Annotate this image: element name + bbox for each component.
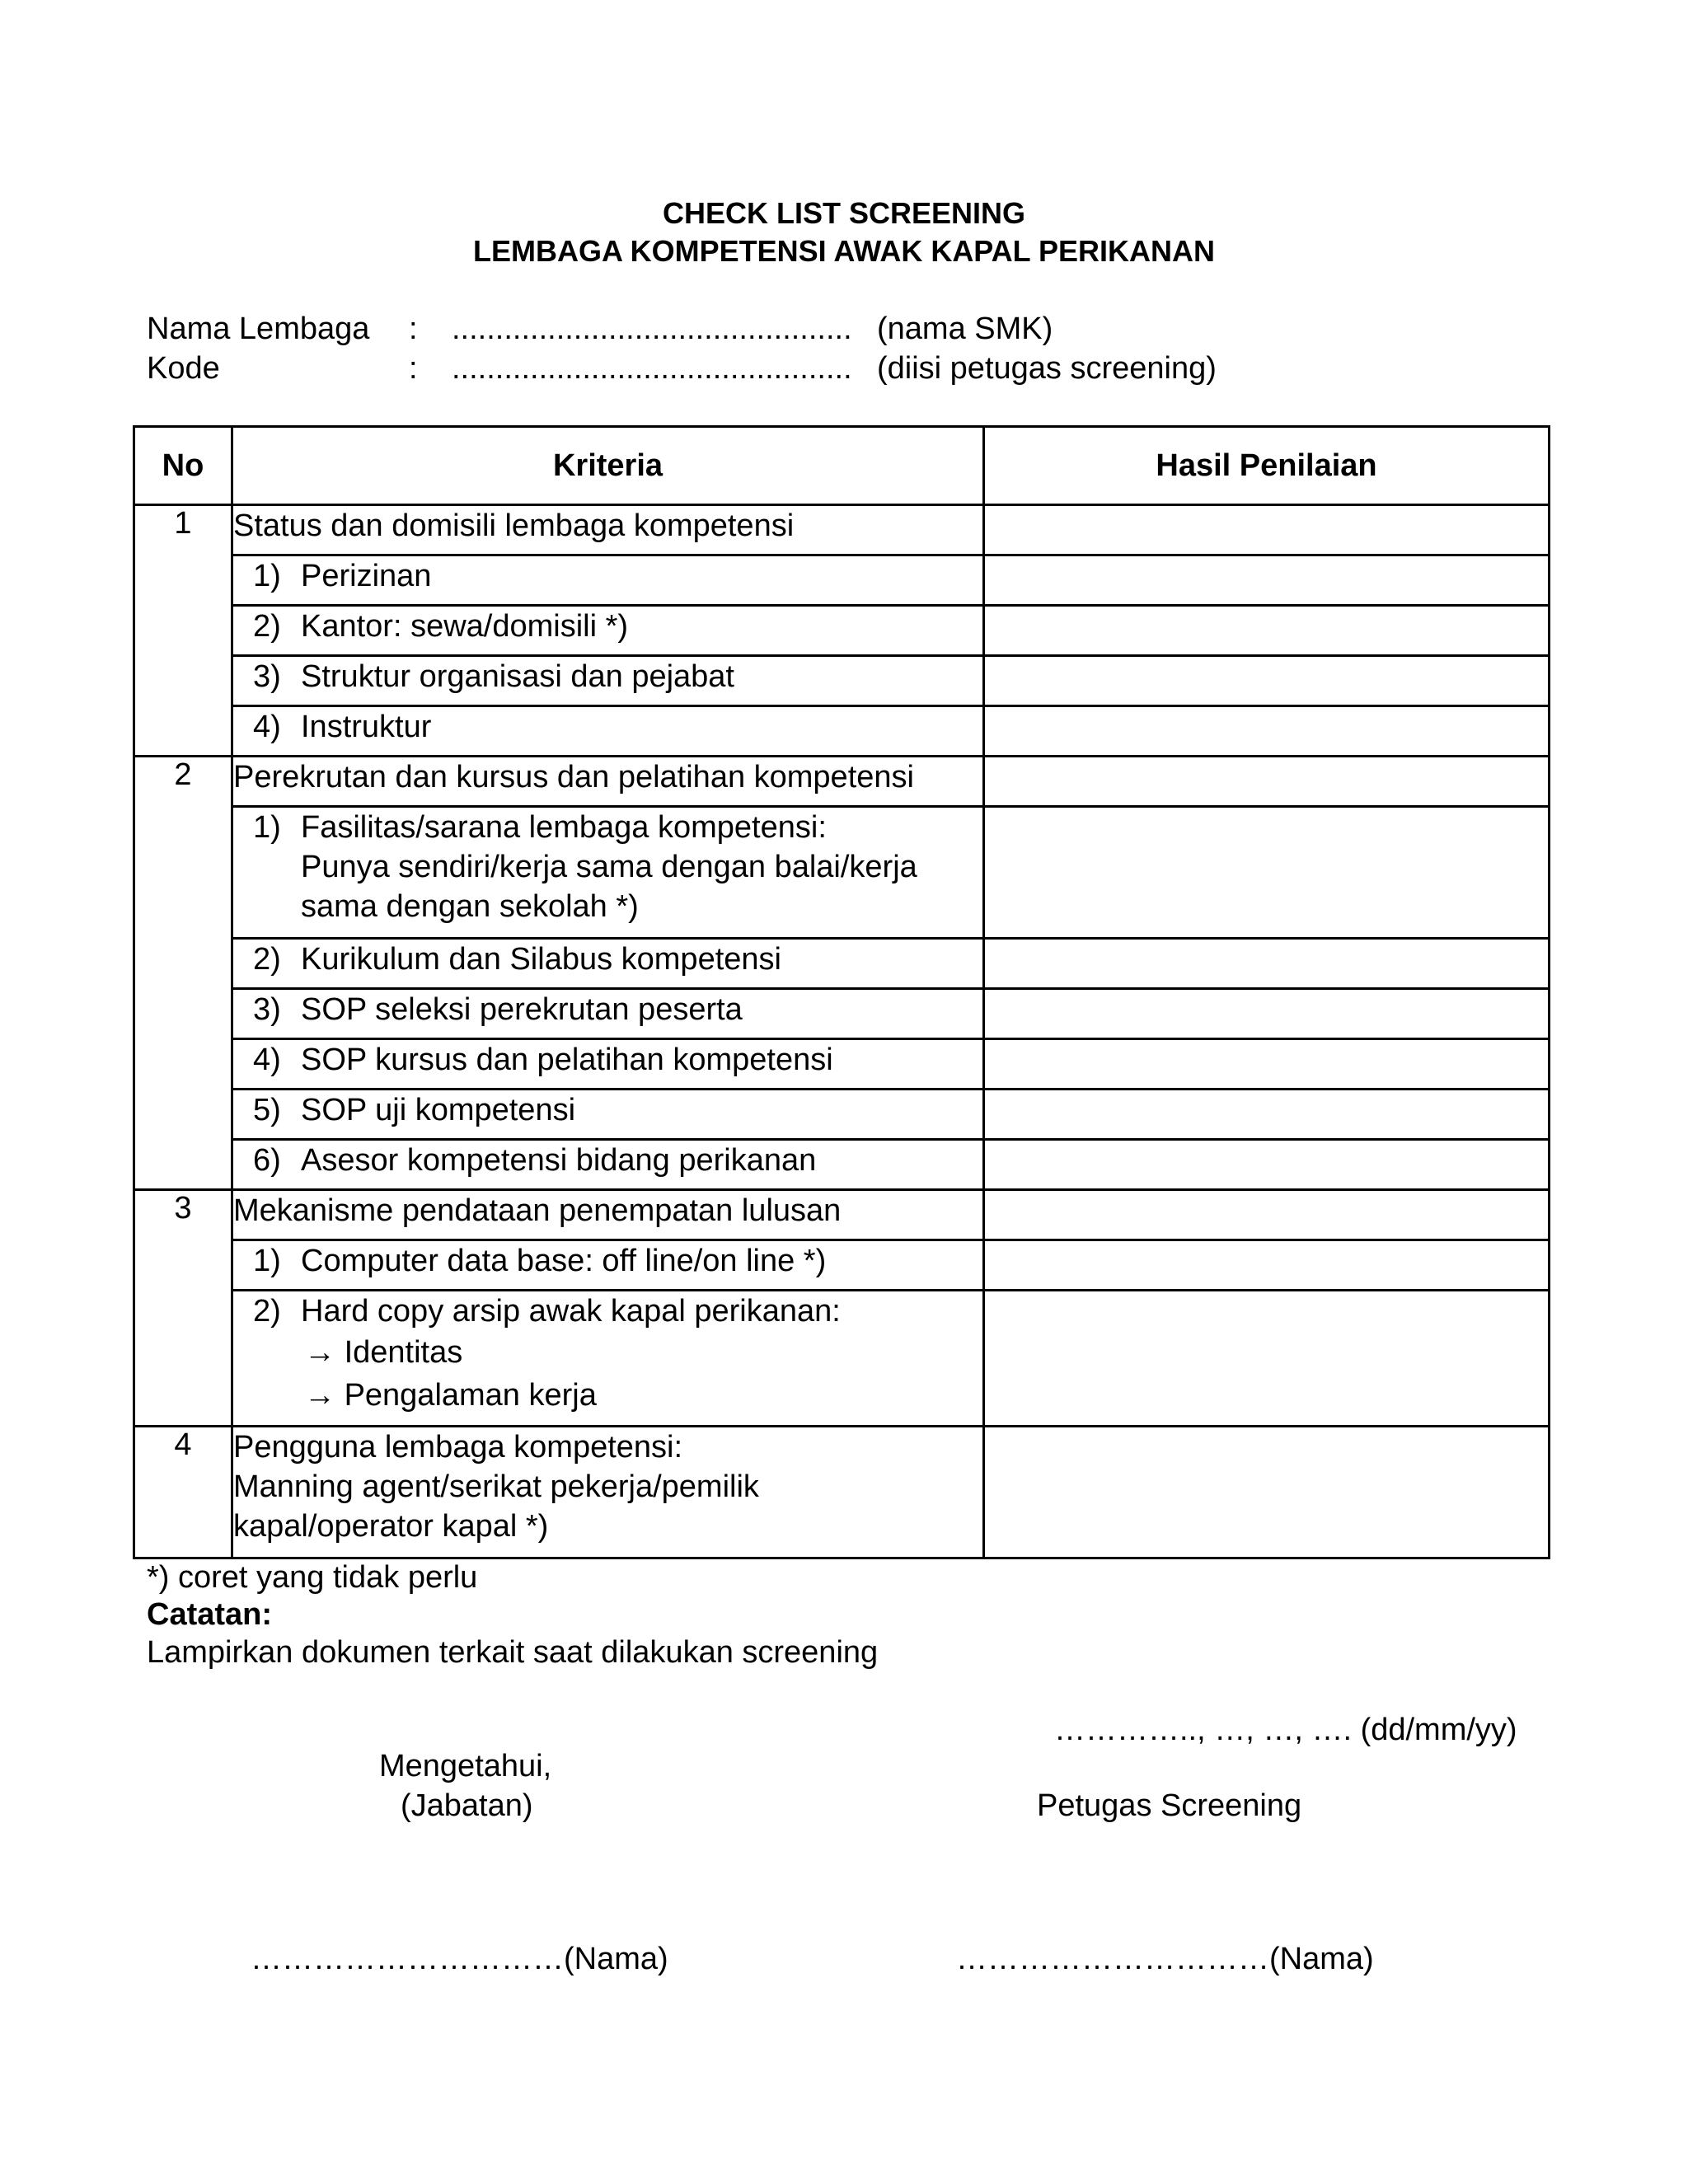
criteria-item	[232, 989, 984, 1039]
arrow-item	[253, 1331, 982, 1374]
criteria-title: Mekanisme pendataan penempatan lulusan	[232, 1190, 984, 1240]
item-number: 6)	[253, 1143, 281, 1178]
criteria-title	[232, 1427, 984, 1558]
table-row	[134, 1090, 1550, 1140]
item-number: 3)	[253, 992, 281, 1027]
table-header-row	[134, 427, 1550, 505]
item-number: 5)	[253, 1093, 281, 1127]
arrow-item-text: Pengalaman kerja	[344, 1378, 597, 1413]
criteria-title-line: kapal/operator kapal *)	[233, 1509, 549, 1544]
criteria-title: Status dan domisili lembaga kompetensi	[232, 505, 984, 555]
nama-lembaga-colon: :	[409, 312, 418, 346]
nama-lembaga-note: (nama SMK)	[877, 312, 1053, 346]
item-text: Perizinan	[301, 559, 432, 593]
catatan-label: Catatan:	[147, 1597, 273, 1632]
criteria-item	[232, 807, 984, 939]
item-text: Hard copy arsip awak kapal perikanan:	[301, 1294, 841, 1329]
column-header-hasil: Hasil Penilaian	[984, 427, 1550, 505]
item-number: 2)	[253, 942, 281, 977]
item-text: SOP kursus dan pelatihan kompetensi	[301, 1043, 833, 1077]
table-row	[134, 757, 1550, 807]
criteria-item	[232, 939, 984, 989]
nama-lembaga-label: Nama Lembaga	[147, 312, 370, 346]
criteria-item	[232, 606, 984, 656]
hasil-cell	[984, 1039, 1550, 1090]
hasil-cell	[984, 939, 1550, 989]
table-row	[134, 989, 1550, 1039]
criteria-item	[232, 706, 984, 757]
column-header-no: No	[134, 427, 232, 505]
arrow-item	[253, 1374, 982, 1417]
table-row	[134, 1240, 1550, 1291]
document-title-line2: LEMBAGA KOMPETENSI AWAK KAPAL PERIKANAN	[472, 234, 1216, 268]
criteria-title-line: Manning agent/serikat pekerja/pemilik	[233, 1469, 759, 1504]
item-number: 2)	[253, 1294, 281, 1329]
row-number: 2	[134, 757, 232, 1190]
criteria-item	[232, 555, 984, 606]
left-name-line: …………………………(Nama)	[251, 1942, 668, 1976]
hasil-cell	[984, 706, 1550, 757]
kode-label: Kode	[147, 351, 220, 386]
table-row	[134, 1140, 1550, 1190]
petugas-screening-label: Petugas Screening	[1037, 1788, 1302, 1823]
item-text: Struktur organisasi dan pejabat	[301, 659, 734, 694]
row-number: 3	[134, 1190, 232, 1427]
item-number: 1)	[253, 559, 281, 593]
hasil-cell	[984, 1427, 1550, 1558]
table-row	[134, 1291, 1550, 1427]
item-number: 1)	[253, 1244, 281, 1278]
item-text: Asesor kompetensi bidang perikanan	[301, 1143, 817, 1178]
kode-colon: :	[409, 351, 418, 386]
item-text: Kurikulum dan Silabus kompetensi	[301, 942, 781, 977]
criteria-item	[232, 656, 984, 706]
hasil-cell	[984, 989, 1550, 1039]
item-text: Instruktur	[301, 710, 432, 744]
hasil-cell	[984, 757, 1550, 807]
hasil-cell	[984, 1140, 1550, 1190]
item-text: Fasilitas/sarana lembaga kompetensi:	[301, 810, 827, 845]
arrow-item-text: Identitas	[344, 1335, 463, 1370]
column-header-kriteria: Kriteria	[232, 427, 984, 505]
table-row	[134, 505, 1550, 555]
item-number: 2)	[253, 609, 281, 644]
table-row	[134, 706, 1550, 757]
table-row	[134, 606, 1550, 656]
hasil-cell	[984, 1240, 1550, 1291]
item-text: SOP seleksi perekrutan peserta	[301, 992, 743, 1027]
table-row	[134, 1190, 1550, 1240]
hasil-cell	[984, 807, 1550, 939]
item-number: 1)	[253, 810, 281, 845]
jabatan-label: (Jabatan)	[401, 1788, 533, 1823]
hasil-cell	[984, 606, 1550, 656]
hasil-cell	[984, 656, 1550, 706]
checklist-table	[133, 425, 1550, 1559]
arrow-icon: →	[304, 1378, 335, 1413]
item-number: 4)	[253, 710, 281, 744]
item-number: 3)	[253, 659, 281, 694]
catatan-text: Lampirkan dokumen terkait saat dilakukan screening	[147, 1635, 879, 1670]
item-text: Computer data base: off line/on line *)	[301, 1244, 827, 1278]
nama-lembaga-value: ..............................................	[452, 312, 852, 346]
table-row	[134, 555, 1550, 606]
right-name-line: …………………………(Nama)	[956, 1942, 1374, 1976]
criteria-item	[232, 1090, 984, 1140]
criteria-item	[232, 1140, 984, 1190]
criteria-item	[232, 1291, 984, 1427]
document-title-line1: CHECK LIST SCREENING	[662, 196, 1026, 230]
criteria-item	[232, 1240, 984, 1291]
footnote: *) coret yang tidak perlu	[147, 1560, 478, 1595]
date-line: ………….., …, …, …. (dd/mm/yy)	[1054, 1713, 1517, 1747]
table-row	[134, 1039, 1550, 1090]
hasil-cell	[984, 555, 1550, 606]
criteria-item	[232, 1039, 984, 1090]
criteria-title: Perekrutan dan kursus dan pelatihan kompetensi	[232, 757, 984, 807]
criteria-title-line: Pengguna lembaga kompetensi:	[233, 1430, 683, 1465]
item-text-continuation: Punya sendiri/kerja sama dengan balai/kerja	[301, 850, 917, 884]
item-text: SOP uji kompetensi	[301, 1093, 576, 1127]
table-row	[134, 807, 1550, 939]
mengetahui-label: Mengetahui,	[379, 1749, 552, 1783]
item-number: 4)	[253, 1043, 281, 1077]
kode-value: ..............................................	[452, 351, 852, 386]
item-text-continuation: sama dengan sekolah *)	[301, 889, 639, 924]
table-row	[134, 939, 1550, 989]
item-text: Kantor: sewa/domisili *)	[301, 609, 629, 644]
hasil-cell	[984, 1190, 1550, 1240]
kode-note: (diisi petugas screening)	[877, 351, 1217, 386]
arrow-icon: →	[304, 1335, 335, 1370]
hasil-cell	[984, 505, 1550, 555]
table-row	[134, 656, 1550, 706]
row-number: 1	[134, 505, 232, 757]
table-row	[134, 1427, 1550, 1558]
hasil-cell	[984, 1090, 1550, 1140]
hasil-cell	[984, 1291, 1550, 1427]
row-number: 4	[134, 1427, 232, 1558]
